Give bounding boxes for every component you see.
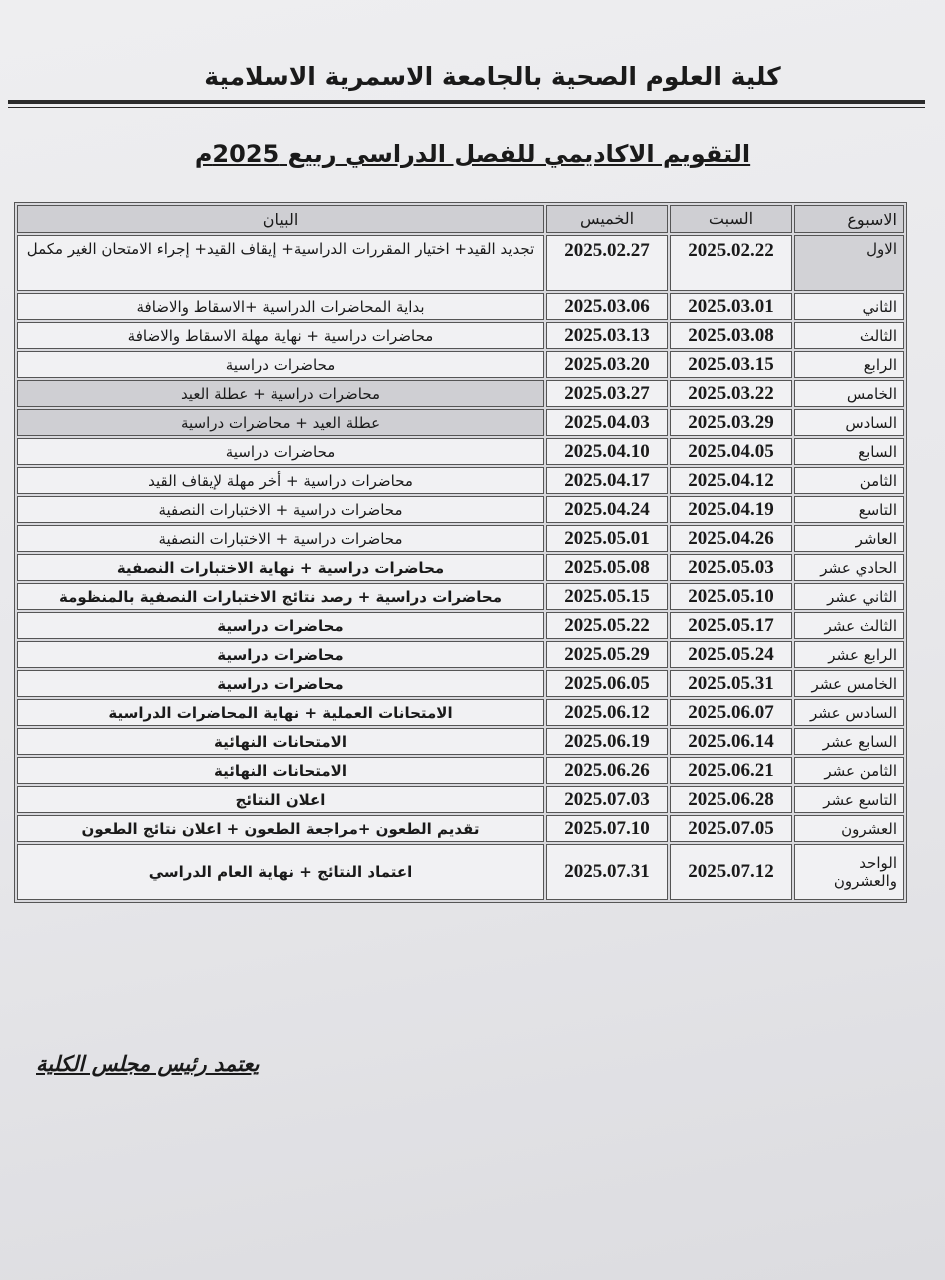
description-cell: تقديم الطعون +مراجعة الطعون + اعلان نتائج الطعون bbox=[17, 815, 544, 842]
week-cell: التاسع عشر bbox=[794, 786, 904, 813]
institution-name bbox=[0, 62, 945, 91]
thursday-date-cell: 2025.04.10 bbox=[546, 438, 668, 465]
saturday-date-cell: 2025.06.14 bbox=[670, 728, 792, 755]
table-row bbox=[17, 612, 904, 639]
saturday-date-cell: 2025.04.12 bbox=[670, 467, 792, 494]
saturday-date-cell: 2025.03.29 bbox=[670, 409, 792, 436]
week-cell: الثامن عشر bbox=[794, 757, 904, 784]
description-cell: محاضرات دراسية + رصد نتائج الاختبارات النصفية بالمنظومة bbox=[17, 583, 544, 610]
week-cell: الرابع bbox=[794, 351, 904, 378]
saturday-date-cell: 2025.06.28 bbox=[670, 786, 792, 813]
header-thursday: الخميس bbox=[546, 205, 668, 233]
saturday-date-cell: 2025.04.05 bbox=[670, 438, 792, 465]
saturday-date-cell: 2025.05.24 bbox=[670, 641, 792, 668]
week-cell: الاول bbox=[794, 235, 904, 291]
table-row bbox=[17, 409, 904, 436]
week-cell: الثالث bbox=[794, 322, 904, 349]
document-title bbox=[0, 140, 945, 168]
header-divider bbox=[8, 100, 925, 108]
week-cell: العاشر bbox=[794, 525, 904, 552]
thursday-date-cell: 2025.03.27 bbox=[546, 380, 668, 407]
thursday-date-cell: 2025.04.17 bbox=[546, 467, 668, 494]
thursday-date-cell: 2025.06.05 bbox=[546, 670, 668, 697]
saturday-date-cell: 2025.03.01 bbox=[670, 293, 792, 320]
thursday-date-cell: 2025.06.26 bbox=[546, 757, 668, 784]
table-row bbox=[17, 728, 904, 755]
approval-signature-line: يعتمد رئيس مجلس الكلية bbox=[36, 1052, 260, 1076]
table-row bbox=[17, 554, 904, 581]
thursday-date-cell: 2025.05.01 bbox=[546, 525, 668, 552]
description-cell: عطلة العيد + محاضرات دراسية bbox=[17, 409, 544, 436]
description-cell: بداية المحاضرات الدراسية +الاسقاط والاضافة bbox=[17, 293, 544, 320]
header-saturday: السبت bbox=[670, 205, 792, 233]
description-cell: محاضرات دراسية + أخر مهلة لإيقاف القيد bbox=[17, 467, 544, 494]
thursday-date-cell: 2025.07.31 bbox=[546, 844, 668, 900]
description-cell: اعتماد النتائج + نهاية العام الدراسي bbox=[17, 844, 544, 900]
thursday-date-cell: 2025.07.03 bbox=[546, 786, 668, 813]
header-week: الاسبوع bbox=[794, 205, 904, 233]
description-cell: محاضرات دراسية bbox=[17, 438, 544, 465]
description-cell: محاضرات دراسية + الاختبارات النصفية bbox=[17, 525, 544, 552]
table-row bbox=[17, 351, 904, 378]
week-cell: الثاني عشر bbox=[794, 583, 904, 610]
description-cell: محاضرات دراسية bbox=[17, 351, 544, 378]
week-cell: العشرون bbox=[794, 815, 904, 842]
week-cell: التاسع bbox=[794, 496, 904, 523]
description-cell: محاضرات دراسية bbox=[17, 641, 544, 668]
week-cell: الثالث عشر bbox=[794, 612, 904, 639]
week-cell: السابع bbox=[794, 438, 904, 465]
header-description: البيان bbox=[17, 205, 544, 233]
thursday-date-cell: 2025.03.20 bbox=[546, 351, 668, 378]
week-cell: الثامن bbox=[794, 467, 904, 494]
week-cell: الخامس عشر bbox=[794, 670, 904, 697]
description-cell: الامتحانات النهائية bbox=[17, 728, 544, 755]
saturday-date-cell: 2025.02.22 bbox=[670, 235, 792, 291]
week-cell: السادس bbox=[794, 409, 904, 436]
table-row bbox=[17, 235, 904, 291]
week-cell: الرابع عشر bbox=[794, 641, 904, 668]
description-cell: محاضرات دراسية bbox=[17, 612, 544, 639]
saturday-date-cell: 2025.05.10 bbox=[670, 583, 792, 610]
saturday-date-cell: 2025.05.03 bbox=[670, 554, 792, 581]
saturday-date-cell: 2025.03.15 bbox=[670, 351, 792, 378]
thursday-date-cell: 2025.04.03 bbox=[546, 409, 668, 436]
saturday-date-cell: 2025.06.21 bbox=[670, 757, 792, 784]
table-row bbox=[17, 438, 904, 465]
saturday-date-cell: 2025.04.19 bbox=[670, 496, 792, 523]
thursday-date-cell: 2025.03.13 bbox=[546, 322, 668, 349]
table-row bbox=[17, 757, 904, 784]
saturday-date-cell: 2025.05.17 bbox=[670, 612, 792, 639]
table-row bbox=[17, 815, 904, 842]
table-row bbox=[17, 322, 904, 349]
table-row bbox=[17, 467, 904, 494]
description-cell: تجديد القيد+ اختيار المقررات الدراسية+ إيقاف القيد+ إجراء الامتحان الغير مكمل bbox=[17, 235, 544, 291]
table-row bbox=[17, 699, 904, 726]
thursday-date-cell: 2025.05.29 bbox=[546, 641, 668, 668]
table-header-row bbox=[17, 205, 904, 233]
description-cell: اعلان النتائج bbox=[17, 786, 544, 813]
thursday-date-cell: 2025.03.06 bbox=[546, 293, 668, 320]
saturday-date-cell: 2025.03.22 bbox=[670, 380, 792, 407]
week-cell: الخامس bbox=[794, 380, 904, 407]
description-cell: محاضرات دراسية + نهاية الاختبارات النصفية bbox=[17, 554, 544, 581]
saturday-date-cell: 2025.07.12 bbox=[670, 844, 792, 900]
table-row bbox=[17, 641, 904, 668]
table-row bbox=[17, 496, 904, 523]
thursday-date-cell: 2025.05.22 bbox=[546, 612, 668, 639]
saturday-date-cell: 2025.04.26 bbox=[670, 525, 792, 552]
thursday-date-cell: 2025.02.27 bbox=[546, 235, 668, 291]
week-cell: السادس عشر bbox=[794, 699, 904, 726]
week-cell: الثاني bbox=[794, 293, 904, 320]
thursday-date-cell: 2025.07.10 bbox=[546, 815, 668, 842]
table-row bbox=[17, 583, 904, 610]
thursday-date-cell: 2025.05.08 bbox=[546, 554, 668, 581]
description-cell: محاضرات دراسية bbox=[17, 670, 544, 697]
table-row bbox=[17, 786, 904, 813]
table-row bbox=[17, 525, 904, 552]
saturday-date-cell: 2025.07.05 bbox=[670, 815, 792, 842]
week-cell: الحادي عشر bbox=[794, 554, 904, 581]
description-cell: محاضرات دراسية + الاختبارات النصفية bbox=[17, 496, 544, 523]
description-cell: الامتحانات النهائية bbox=[17, 757, 544, 784]
thursday-date-cell: 2025.05.15 bbox=[546, 583, 668, 610]
thursday-date-cell: 2025.06.12 bbox=[546, 699, 668, 726]
institution-name-text: كلية العلوم الصحية بالجامعة الاسمرية الاسلامية bbox=[204, 62, 781, 91]
saturday-date-cell: 2025.05.31 bbox=[670, 670, 792, 697]
description-cell: الامتحانات العملية + نهاية المحاضرات الدراسية bbox=[17, 699, 544, 726]
table-row bbox=[17, 670, 904, 697]
table-row bbox=[17, 293, 904, 320]
description-cell: محاضرات دراسية + نهاية مهلة الاسقاط والاضافة bbox=[17, 322, 544, 349]
document-title-text: التقويم الاكاديمي للفصل الدراسي ربيع 2025م bbox=[194, 140, 751, 168]
saturday-date-cell: 2025.06.07 bbox=[670, 699, 792, 726]
description-cell: محاضرات دراسية + عطلة العيد bbox=[17, 380, 544, 407]
week-cell: السابع عشر bbox=[794, 728, 904, 755]
academic-calendar-table bbox=[14, 202, 907, 903]
table-row bbox=[17, 844, 904, 900]
thursday-date-cell: 2025.04.24 bbox=[546, 496, 668, 523]
saturday-date-cell: 2025.03.08 bbox=[670, 322, 792, 349]
table-row bbox=[17, 380, 904, 407]
week-cell: الواحد والعشرون bbox=[794, 844, 904, 900]
thursday-date-cell: 2025.06.19 bbox=[546, 728, 668, 755]
